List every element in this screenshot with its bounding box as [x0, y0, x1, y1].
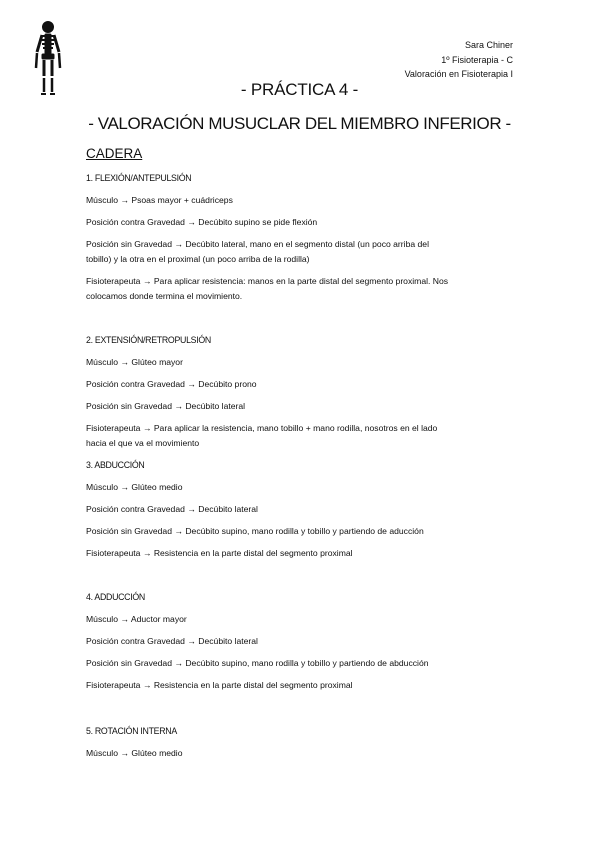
subsection-heading: 3. ABDUCCIÓN	[86, 460, 145, 470]
section-heading: CADERA	[86, 146, 143, 161]
text-line: tobillo) y la otra en el proximal (un poco arriba de la rodilla)	[86, 254, 310, 264]
text-line: Fisioterapeuta → Resistencia en la parte distal del segmento proximal	[86, 548, 353, 558]
text-line: Posición contra Gravedad → Decúbito lateral	[86, 636, 258, 646]
text-line: Fisioterapeuta → Para aplicar resistencia: manos en la parte distal del segmento proximal. Nos	[86, 276, 449, 286]
subsection-heading: 4. ADDUCCIÓN	[86, 592, 145, 602]
page-subtitle: - VALORACIÓN MUSUCLAR DEL MIEMBRO INFERIOR -	[88, 114, 511, 133]
text-line: Fisioterapeuta → Resistencia en la parte distal del segmento proximal	[86, 680, 353, 690]
text-line: Músculo → Glúteo medio	[86, 482, 183, 492]
document-header	[405, 38, 513, 82]
text-line: Posición sin Gravedad → Decúbito supino, mano rodilla y tobillo y partiendo de aducción	[86, 526, 424, 536]
subject-label: Valoración en Fisioterapia I	[404, 69, 513, 79]
page-title: - PRÁCTICA 4 -	[240, 80, 359, 99]
text-line: hacia el que va el movimiento	[86, 438, 200, 448]
text-line: Músculo → Psoas mayor + cuádriceps	[86, 195, 233, 205]
text-line: Posición contra Gravedad → Decúbito lateral	[86, 504, 258, 514]
subsection-heading: 1. FLEXIÓN/ANTEPULSIÓN	[86, 173, 192, 183]
text-line: Posición sin Gravedad → Decúbito lateral, mano en el segmento distal (un poco arriba del	[86, 239, 429, 249]
text-line: Posición contra Gravedad → Decúbito prono	[86, 379, 257, 389]
text-line: Músculo → Glúteo medio	[86, 748, 183, 758]
author-name: Sara Chiner	[464, 40, 513, 50]
subsection-heading: 5. ROTACIÓN INTERNA	[86, 726, 177, 736]
text-line: Posición sin Gravedad → Decúbito supino, mano rodilla y tobillo y partiendo de abducción	[86, 658, 429, 668]
text-line: Músculo → Glúteo mayor	[86, 357, 183, 367]
text-line: Posición sin Gravedad → Decúbito lateral	[86, 401, 246, 411]
course-label: 1º Fisioterapia - C	[441, 54, 513, 65]
text-line: Posición contra Gravedad → Decúbito supino se pide flexión	[86, 217, 318, 227]
text-line: Músculo → Aductor mayor	[86, 614, 187, 624]
subsection-heading: 2. EXTENSIÓN/RETROPULSIÓN	[86, 335, 211, 345]
text-line: Fisioterapeuta → Para aplicar la resistencia, mano tobillo + mano rodilla, nosotros en el lado	[86, 423, 438, 433]
text-line: colocamos donde termina el movimiento.	[86, 291, 243, 301]
